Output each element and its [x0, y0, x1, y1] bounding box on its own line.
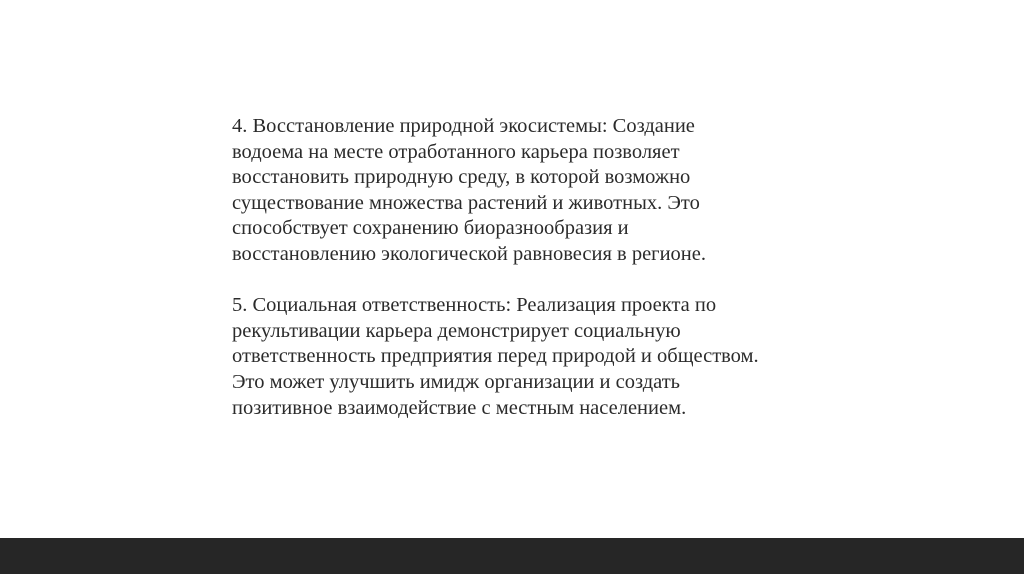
paragraph-5-line: рекультивации карьера демонстрирует социальную [232, 319, 681, 342]
paragraph-5-line: 5. Социальная ответственность: Реализация проекта по [232, 294, 717, 317]
paragraph-5-line: ответственность предприятия перед природой и обществом. [232, 345, 759, 368]
bottom-bar [0, 538, 1024, 574]
paragraph-5-line: Это может улучшить имидж организации и создать [232, 370, 681, 393]
paragraph-5 [232, 293, 832, 421]
slide-text-block [232, 114, 832, 421]
paragraph-4-line: 4. Восстановление природной экосистемы: Создание [232, 115, 695, 137]
paragraph-4-line: восстановить природную среду, в которой возможно [232, 166, 691, 189]
paragraph-4-line: существование множества растений и животных. Это [232, 191, 700, 214]
paragraph-4-line: восстановлению экологической равновесия в регионе. [232, 242, 707, 265]
paragraph-spacer [232, 268, 832, 294]
paragraph-4-line: способствует сохранению биоразнообразия и [232, 217, 629, 240]
paragraph-4 [232, 114, 832, 268]
paragraph-4-line: водоема на месте отработанного карьера позволяет [232, 140, 680, 163]
paragraph-5-line: позитивное взаимодействие с местным населением. [232, 396, 687, 419]
